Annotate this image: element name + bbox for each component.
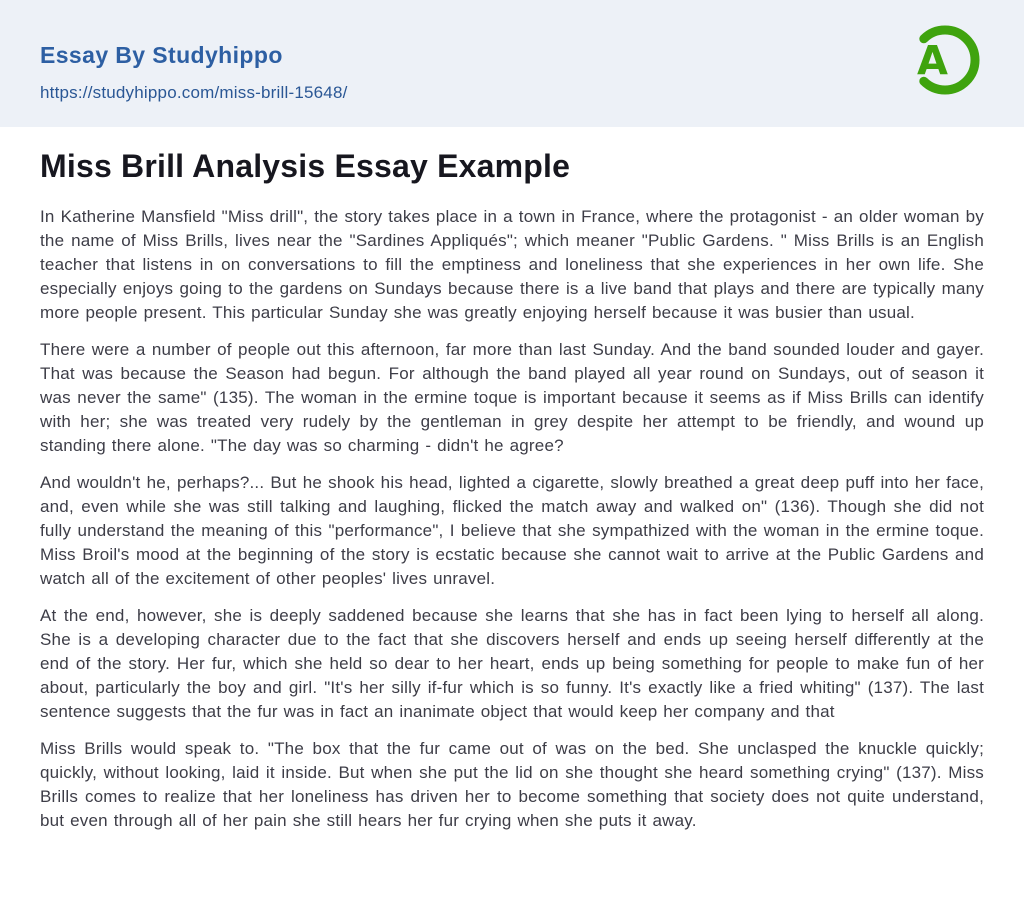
page-title: Miss Brill Analysis Essay Example	[40, 148, 571, 184]
source-url-link[interactable]: https://studyhippo.com/miss-brill-15648/	[40, 82, 348, 102]
site-title: Essay By Studyhippo	[40, 42, 283, 68]
logo-arc-icon	[906, 21, 984, 99]
header-text-block	[40, 42, 348, 127]
essay-paragraph-1: In Katherine Mansfield "Miss drill", the story takes place in a town in France, where the protagonist - an older woman by the name of Miss Brills, lives near the "Sardines Appliqués"; which meaner "Public Gardens. " Miss Brills is an English teacher that listens in on conversations to fill the emptiness and loneliness that she experiences in her own life. She especially enjoys going to the gardens on Sundays because there is a live band that plays and there are typically many more people present. This particular Sunday she was greatly enjoying herself because it was busier than usual.	[40, 206, 984, 322]
essay-article	[0, 148, 1024, 833]
logo-letter: A	[917, 38, 948, 85]
essay-paragraph-2: There were a number of people out this afternoon, far more than last Sunday. And the band sounded louder and gayer. That was because the Season had begun. For although the band played all year round on Sundays, out of season it was never the same" (135). The woman in the ermine toque is important because it seems as if Miss Brills can identify with her; she was treated very rudely by the gentleman in grey despite her attempt to be friendly, and wound up standing there alone. "The day was so charming - didn't he agree?	[40, 339, 984, 455]
header	[0, 0, 1024, 127]
essay-paragraph-3: And wouldn't he, perhaps?... But he shook his head, lighted a cigarette, slowly breathed a great deep puff into her face, and, even while she was still talking and laughing, flicked the match away and walked on" (136). Though she did not fully understand the meaning of this "performance", I believe that she sympathized with the woman in the ermine toque. Miss Broil's mood at the beginning of the story is ecstatic because she cannot wait to arrive at the Public Gardens and watch all of the excitement of other peoples' lives unravel.	[40, 472, 984, 588]
studyhippo-logo	[906, 21, 984, 99]
essay-paragraph-4: At the end, however, she is deeply saddened because she learns that she has in fact been lying to herself all along. She is a developing character due to the fact that she discovers herself and ends up seeing herself differently at the end of the story. Her fur, which she held so dear to her heart, ends up being something for people to make fun of her about, particularly the boy and girl. "It's her silly if-fur which is so funny. It's exactly like a fried whiting" (137). The last sentence suggests that the fur was in fact an inanimate object that would keep her company and that	[40, 605, 984, 721]
essay-paragraph-5: Miss Brills would speak to. "The box that the fur came out of was on the bed. She unclasped the knuckle quickly; quickly, without looking, laid it inside. But when she put the lid on she thought she heard something crying" (137). Miss Brills comes to realize that her loneliness has driven her to become something that society does not quite understand, but even through all of her pain she still hears her fur crying when she puts it away.	[40, 738, 984, 830]
